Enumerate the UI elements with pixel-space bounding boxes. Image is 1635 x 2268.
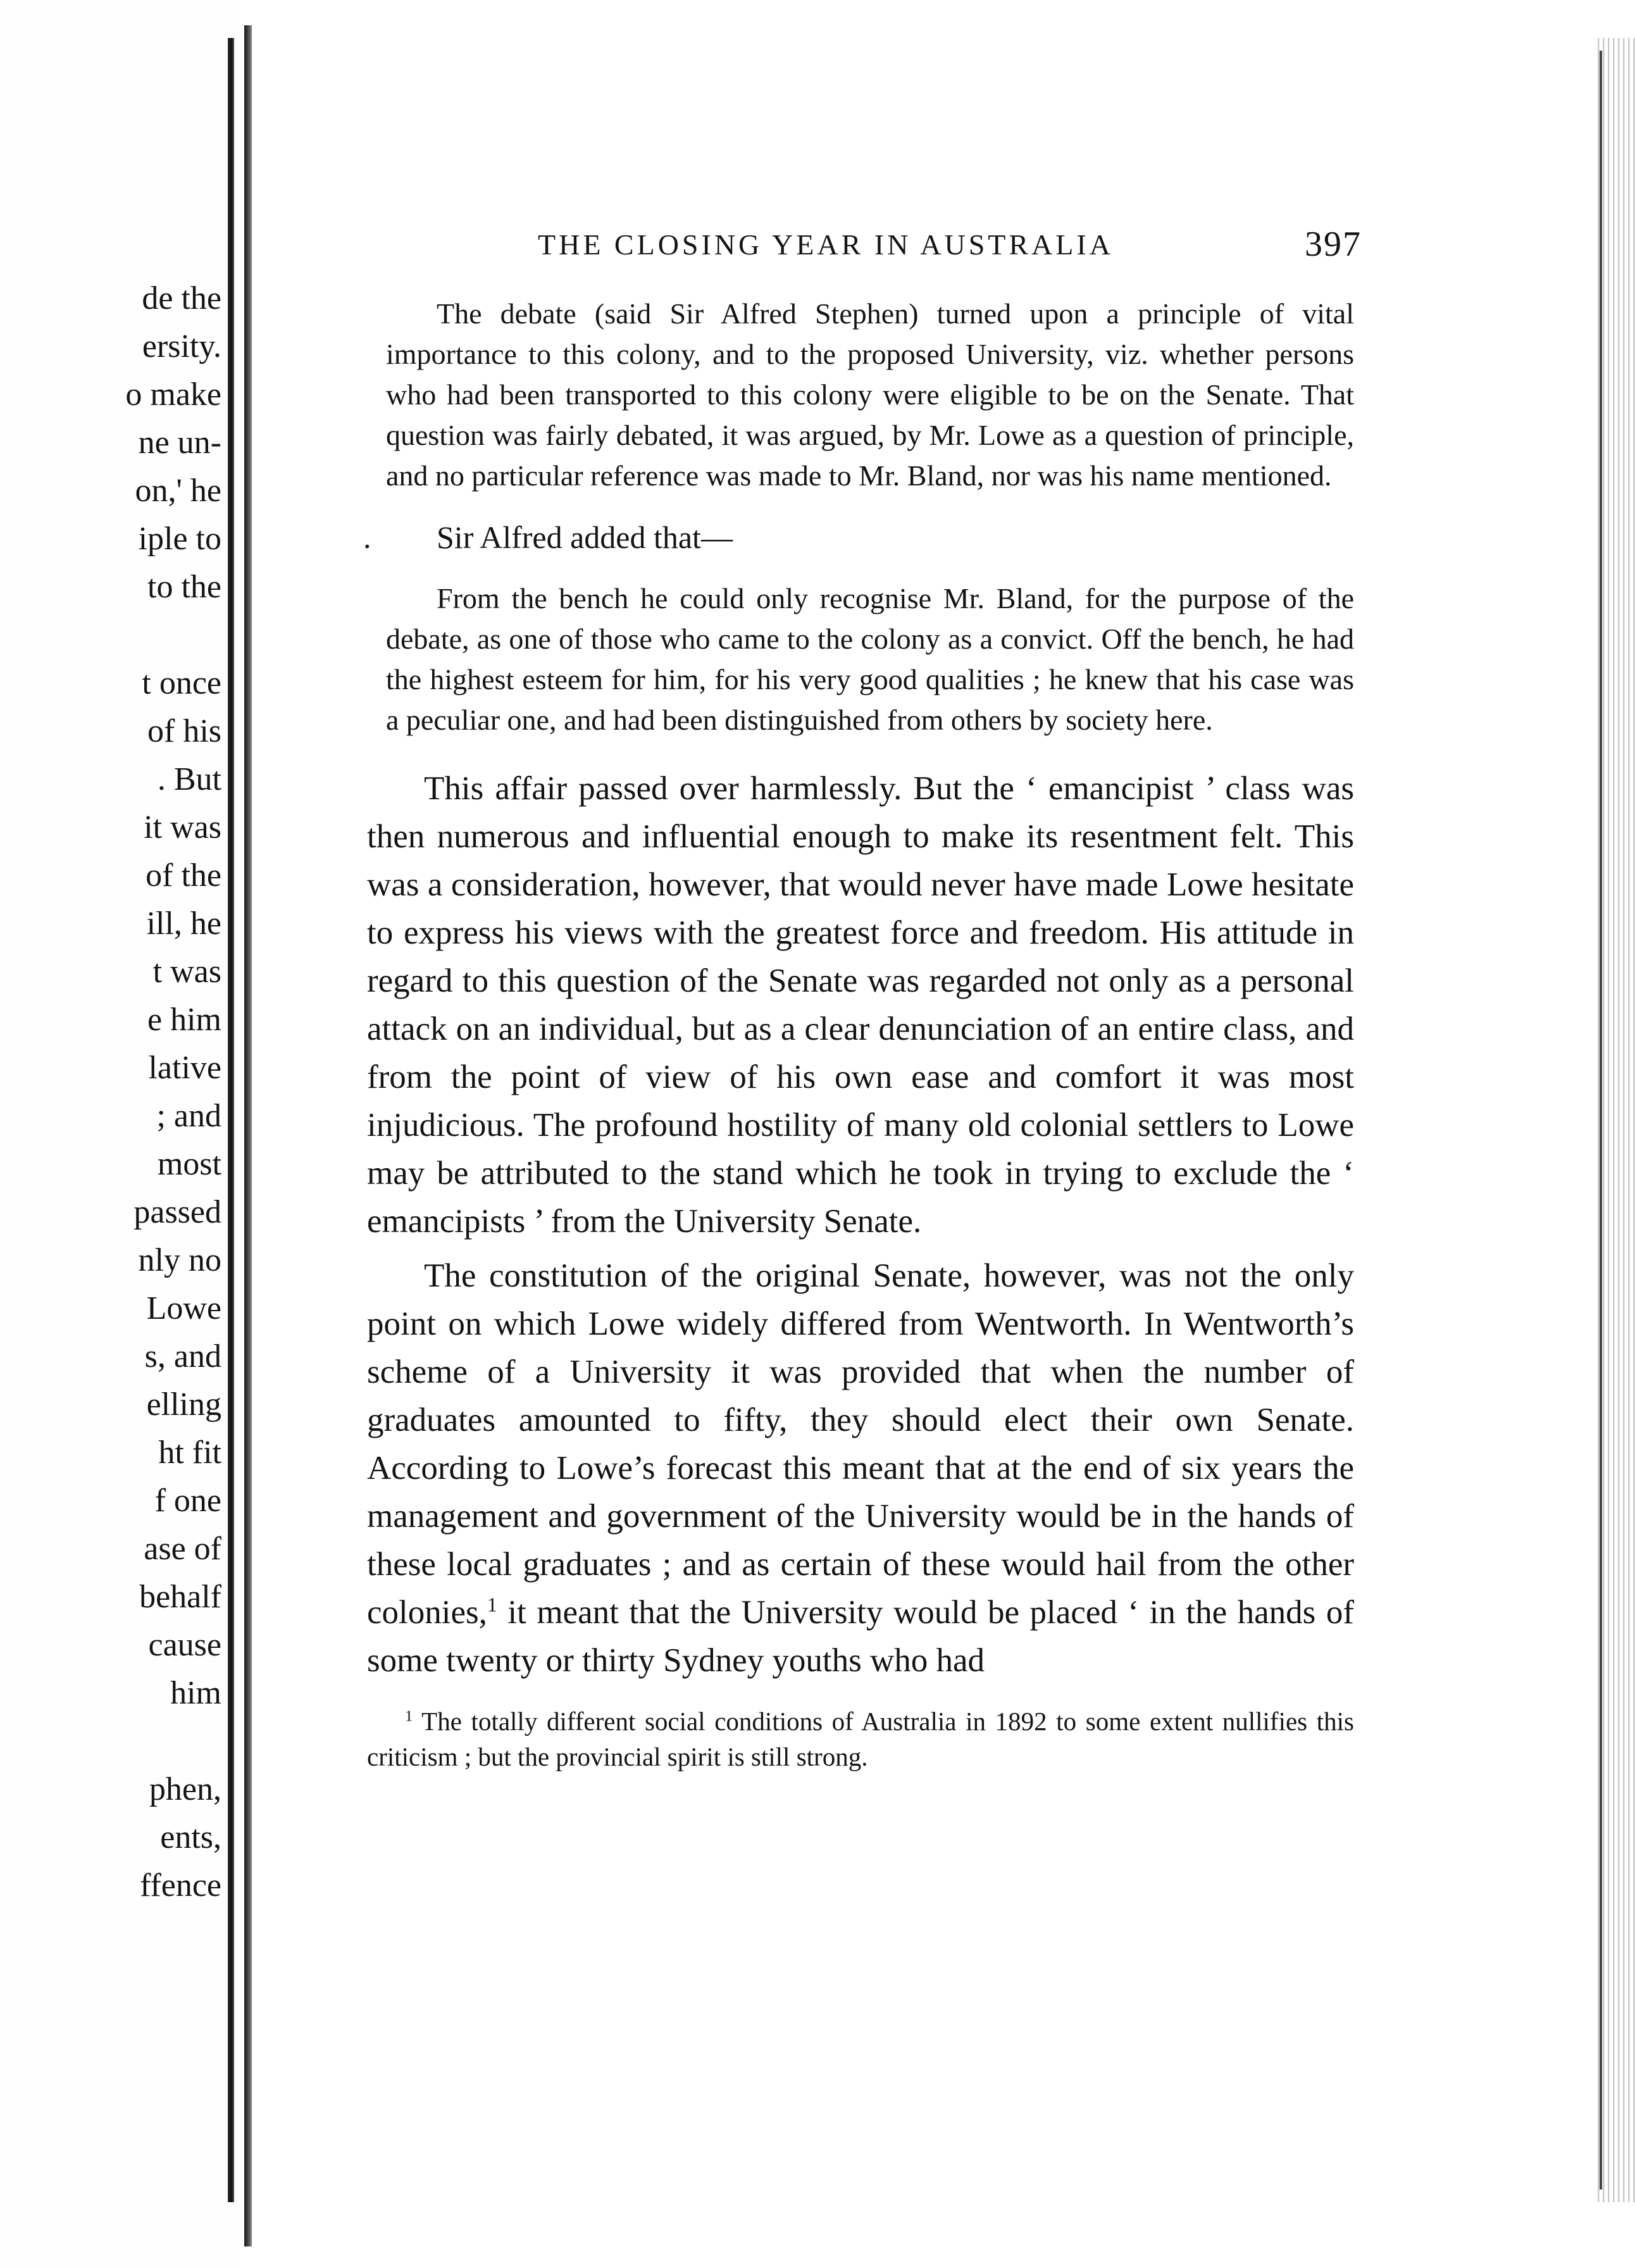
- facing-page-line: ase of: [144, 1531, 221, 1567]
- facing-page-line: behalf: [139, 1579, 221, 1615]
- lead-in: [363, 515, 1354, 559]
- facing-page-line: ersity.: [142, 328, 221, 364]
- facing-page-line: ht fit: [158, 1435, 221, 1471]
- facing-page-text: [125, 275, 221, 1910]
- lead-in-line: [363, 515, 1354, 559]
- facing-page-line: to the: [147, 569, 221, 605]
- running-head-title: THE CLOSING YEAR IN AUSTRALIA: [538, 228, 1114, 261]
- facing-page-line: o make: [125, 377, 221, 413]
- facing-page-line: . But: [157, 761, 221, 797]
- footnote-text: The totally different social conditions of Australia in 1892 to some extent nullifies this criticism ; but the provincial spirit is still strong.: [367, 1707, 1354, 1771]
- footnote: [367, 1704, 1354, 1774]
- facing-page-gutter-shadow: [228, 38, 234, 2202]
- page-edge-shadow: [1600, 51, 1602, 2190]
- facing-page-line: ents,: [160, 1819, 221, 1855]
- facing-page-line: [125, 611, 221, 659]
- facing-page-line: elling: [146, 1386, 221, 1423]
- facing-page-line: nly no: [138, 1242, 221, 1278]
- facing-page-line: ffence: [140, 1867, 221, 1904]
- paragraph-constitution-continued: it meant that the University would be placed ‘ in the hands of some twenty or thirty Sydney youths who had: [367, 1594, 1354, 1679]
- facing-page-line: de the: [142, 280, 221, 316]
- facing-page-line: e him: [147, 1002, 221, 1038]
- facing-page-line: passed: [134, 1194, 221, 1230]
- running-head: [367, 225, 1362, 272]
- lead-in-text: Sir Alfred added that—: [437, 520, 733, 555]
- facing-page-line: of his: [147, 713, 221, 749]
- facing-page-line: lative: [148, 1050, 221, 1086]
- facing-page-line: Lowe: [146, 1290, 221, 1326]
- stray-mark: .: [363, 520, 371, 555]
- facing-page-line: iple to: [138, 521, 221, 557]
- facing-page-line: s, and: [144, 1338, 221, 1374]
- paragraph-constitution-text: The constitution of the original Senate, however, was not the only point on which Lowe widely differed from Wentworth. In Wentworth’s scheme of a University it was provided that when the number of graduates amounted to fifty, they should elect their own Senate. According to Lowe’s forecast this meant that at the end of six years the management and government of the University would be in the hands of these local graduates ; and as certain of these would hail from the other colonies,: [367, 1257, 1354, 1631]
- book-spine: [244, 25, 252, 2246]
- paragraph-emancipist: This affair passed over harmlessly. But the ‘ emancipist ’ class was then numerous and influential enough to make its resentment felt. This was a consideration, however, that would never have made Lowe hesitate to express his views with the greatest force and freedom. His attitude in regard to this question of the Senate was regarded not only as a personal attack on an individual, but as a clear denunciation of an entire class, and from the point of view of his own ease and comfort it was most injudicious. The profound hostility of many old colonial settlers to Lowe may be attributed to the stand which he took in trying to exclude the ‘ emancipists ’ from the University Senate.: [367, 770, 1354, 1240]
- facing-page-line: ; and: [156, 1098, 221, 1134]
- block-quote-stephen: The debate (said Sir Alfred Stephen) turned upon a principle of vital importance to this colony, and to the proposed University, viz. whether persons who had been transported to this colony were eligible to be on the Senate. That question was fairly debated, it was argued, by Mr. Lowe as a question of principle, and no particular reference was made to Mr. Bland, nor was his name mentioned.: [386, 297, 1354, 492]
- block-quote-bench: From the bench he could only recognise Mr. Bland, for the purpose of the debate, as one of those who came to the colony as a convict. Off the bench, he had the highest esteem for him, for his very good qualities ; he knew that his case was a peculiar one, and had been distinguished from others by society here.: [386, 582, 1354, 736]
- footnote-marker: 1: [405, 1707, 413, 1725]
- facing-page-line: on,' he: [135, 473, 221, 509]
- page-number: 397: [1305, 225, 1362, 264]
- facing-page-line: most: [157, 1146, 221, 1182]
- facing-page-line: it was: [144, 809, 221, 845]
- facing-page-line: f one: [154, 1483, 221, 1519]
- facing-page-line: t once: [142, 665, 221, 701]
- facing-page-line: him: [170, 1675, 221, 1711]
- paragraph-constitution: [367, 1252, 1354, 1685]
- facing-page-line: ne un-: [138, 425, 221, 461]
- facing-page-line: [125, 1717, 221, 1766]
- facing-page-line: cause: [148, 1627, 221, 1663]
- book-page: [363, 225, 1362, 1774]
- facing-page-line: phen,: [149, 1771, 221, 1807]
- facing-page-line: of the: [146, 857, 221, 894]
- footnote-reference: 1: [487, 1593, 497, 1616]
- facing-page-line: t was: [152, 954, 221, 990]
- facing-page-line: ill, he: [146, 906, 221, 942]
- facing-page: [0, 0, 235, 2268]
